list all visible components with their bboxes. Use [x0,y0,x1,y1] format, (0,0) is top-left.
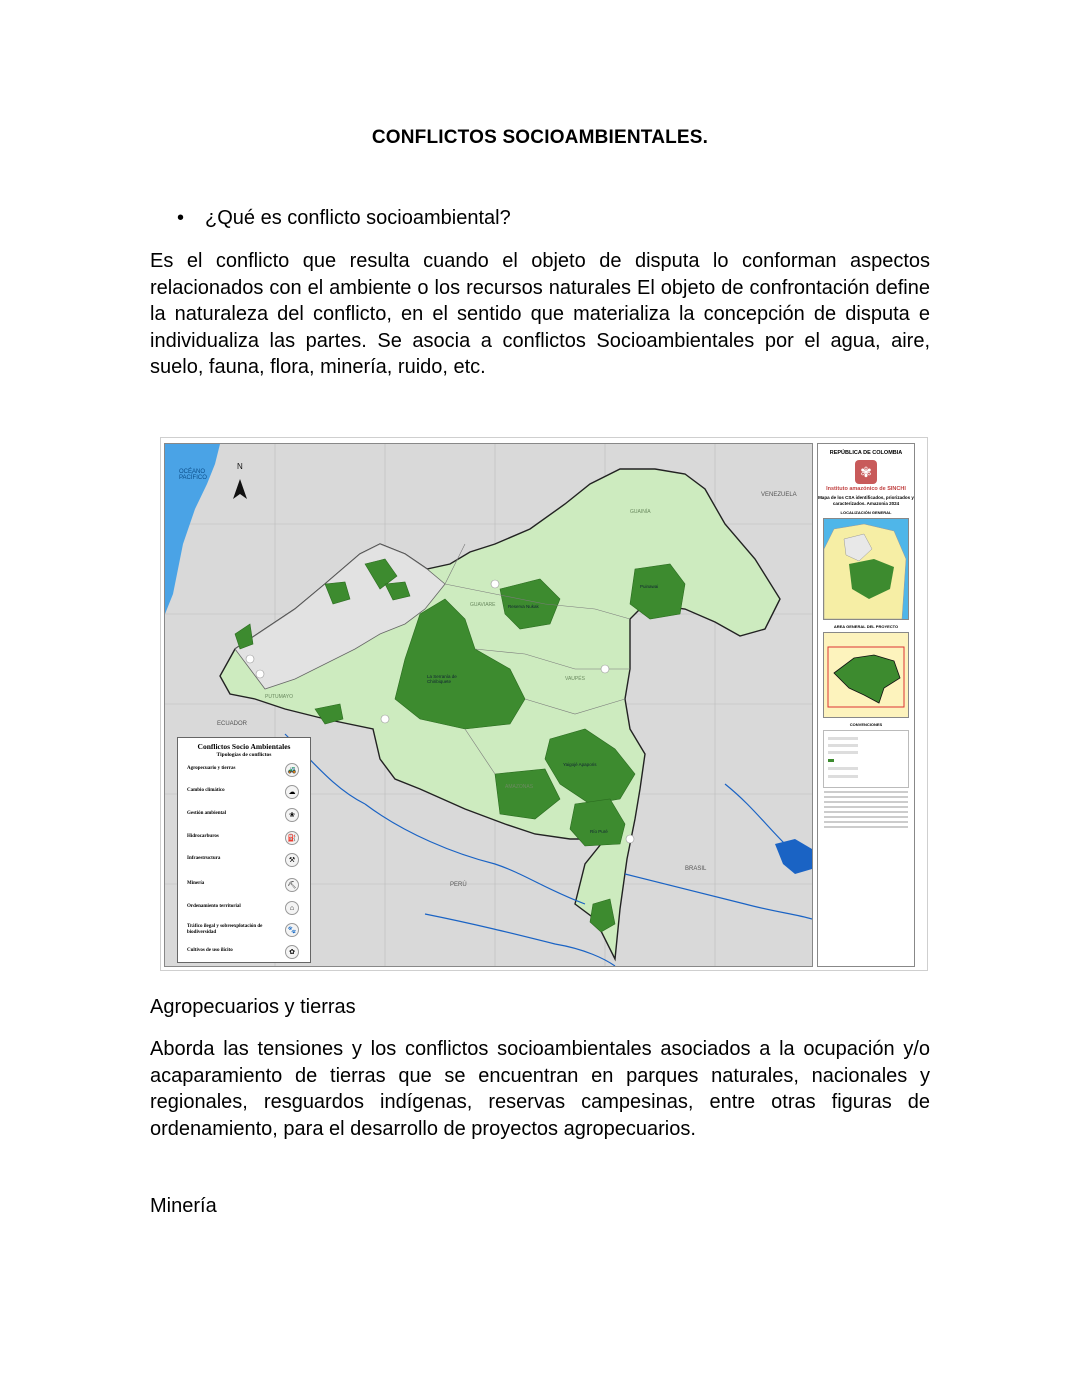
question-text: ¿Qué es conflicto socioambiental? [205,207,511,229]
climate-icon: ☁ [285,785,299,799]
location-minimap [823,518,909,620]
credits-line [824,821,908,823]
mining-icon: ⛏ [285,878,299,892]
amazonas-label: AMAZONAS [505,784,534,790]
section-mineria-title: Minería [150,1195,217,1217]
road-icon: ⚒ [285,853,299,867]
conventions-title: CONVENCIONES [849,722,883,727]
map-side-panel [817,443,915,967]
country-title: REPÚBLICA DE COLOMBIA [829,450,903,456]
credits-line [824,791,908,793]
legend-item-infraestructura: Infraestructura [187,856,221,861]
institute-name: Instituto amazónico de SINCHI [826,486,906,492]
territory-icon: ⌂ [285,901,299,915]
conflict-map-figure [160,437,928,971]
vaupes-label: VAUPÉS [565,676,585,682]
nukak-label: Reserva Nukak [508,604,539,609]
venezuela-label: VENEZUELA [761,492,797,498]
credits-line [824,801,908,803]
map-canvas [164,443,813,967]
legend-item-ordenamiento: Ordenamiento territorial [187,904,241,909]
convention-row [828,751,858,754]
legend-item-climate: Cambio climático [187,788,225,793]
document-title: CONFLICTOS SOCIOAMBIENTALES. [371,127,709,148]
legend-item-cultivos: Cultivos de uso ilícito [187,948,233,953]
convention-row [828,767,858,770]
legend-title: Conflictos Socio Ambientales [197,742,291,751]
puinawai-label: Puinawai [640,584,659,589]
ocean-label: OCÉANO PACÍFICO [179,469,207,481]
guaviare-label: GUAVIARE [470,602,496,608]
project-area-minimap [823,632,909,718]
legend-item-agro: Agropecuario y tierras [187,766,236,771]
north-label: N [237,462,243,471]
map-legend [177,737,311,963]
legend-subtitle: Tipologías de conflictos [216,752,272,758]
legend-item-gestion: Gestión ambiental [187,811,227,816]
bullet-icon: • [177,207,185,229]
credits-line [824,816,908,818]
location-title: LOCALIZACIÓN GENERAL [840,510,892,515]
section-agro-title: Agropecuarios y tierras [150,996,356,1018]
credits-line [824,826,908,828]
convention-row [828,744,858,747]
legend-item-mineria: Minería [187,881,205,886]
convention-swatch [828,759,834,762]
conventions-box [823,730,909,788]
credits-line [824,796,908,798]
rio-pure-label: Río Puré [590,829,608,834]
credits-line [824,806,908,808]
credits-line [824,811,908,813]
oil-pump-icon: ⛽ [285,831,299,845]
question-bullet [177,207,511,230]
crop-icon: ✿ [285,945,299,959]
wildlife-icon: 🐾 [285,923,299,937]
guainia-label: GUAINÍA [630,509,651,515]
putumayo-label: PUTUMAYO [265,694,293,700]
project-area-title: AREA GENERAL DEL PROYECTO [833,624,899,629]
tractor-icon: 🚜 [285,763,299,777]
convention-row [828,737,858,740]
convention-row [828,775,858,778]
definition-paragraph: Es el conflicto que resulta cuando el objeto de disputa lo conforman aspectos relacionados con el ambiente o los recursos naturales El objeto de confrontación define la naturaleza del conflicto, en el sentido que materializa la concepción de disputa e individualiza las partes. Se asocia a conflictos Socioambientales por el agua, aire, suelo, fauna, flora, minería, ruido, etc. [150,250,930,378]
chiribiquete-label: La Serranía de Chiribiquete [427,674,457,684]
peru-label: PERÚ [450,882,467,888]
environment-icon: ❀ [285,808,299,822]
map-title: Mapa de los CSA identificados, priorizados y caracterizados. Amazonia 2024 [818,495,914,506]
legend-item-trafico: Tráfico ilegal y sobreexplotación de biodiversidad [187,924,263,935]
institute-seal-icon: ✾ [855,460,877,484]
section-agro-paragraph: Aborda las tensiones y los conflictos socioambientales asociados a la ocupación y/o acaparamiento de tierras que se encuentran en parques naturales, nacionales y regionales, resguardos indígenas, reservas campesinas, entre otras figuras de ordenamiento, para el desarrollo de proyectos agropecuarios. [150,1038,930,1140]
legend-item-hidrocarburos: Hidrocarburos [187,834,219,839]
ecuador-label: ECUADOR [217,721,248,727]
yaigoje-label: Yaigojé Apaporis [563,762,597,767]
brasil-label: BRASIL [685,866,707,872]
